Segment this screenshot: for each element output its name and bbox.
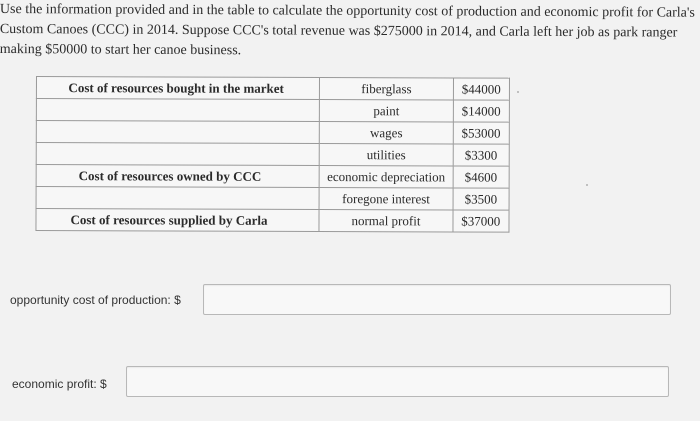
speck-decoration <box>517 91 519 93</box>
category-cell <box>36 121 320 144</box>
item-cell: fiberglass <box>320 77 453 99</box>
speck-decoration <box>586 184 588 186</box>
cost-table <box>35 76 510 233</box>
table-row <box>36 77 509 101</box>
value-cell: $3500 <box>453 188 510 210</box>
table-row <box>36 209 509 233</box>
value-cell: $4600 <box>453 166 510 188</box>
item-cell: wages <box>320 121 453 143</box>
table-row <box>36 187 509 211</box>
category-cell <box>36 187 320 210</box>
value-cell: $3300 <box>453 144 510 166</box>
category-cell: Cost of resources supplied by Carla <box>36 209 320 232</box>
value-cell: $14000 <box>453 100 510 122</box>
item-cell: foregone interest <box>319 187 452 209</box>
item-cell: utilities <box>320 143 453 165</box>
value-cell: $44000 <box>453 78 510 100</box>
item-cell: economic depreciation <box>320 165 453 187</box>
prompt-line-1: Use the information provided and in the table to calculate the opportunity cost of production and economic profit for Carla's <box>0 1 695 21</box>
item-cell: paint <box>320 99 453 121</box>
economic-profit-label: economic profit: $ <box>12 377 107 391</box>
opportunity-cost-input[interactable] <box>203 284 671 315</box>
table-row <box>36 99 509 123</box>
table-row <box>36 165 509 189</box>
prompt-line-3: making $50000 to start her canoe business. <box>0 41 242 59</box>
value-cell: $37000 <box>452 210 509 232</box>
item-cell: normal profit <box>319 209 452 231</box>
value-cell: $53000 <box>453 122 510 144</box>
question-prompt <box>0 0 695 64</box>
category-cell <box>36 99 320 122</box>
table-row <box>36 143 509 167</box>
category-cell: Cost of resources bought in the market <box>36 77 320 100</box>
table-row <box>36 121 509 145</box>
economic-profit-input[interactable] <box>126 366 669 397</box>
prompt-line-2: Custom Canoes (CCC) in 2014. Suppose CCC's total revenue was $275000 in 2014, and Carla left her job as park ranger <box>0 21 678 41</box>
opportunity-cost-label: opportunity cost of production: $ <box>10 293 181 307</box>
category-cell <box>36 143 320 166</box>
category-cell: Cost of resources owned by CCC <box>36 165 320 188</box>
